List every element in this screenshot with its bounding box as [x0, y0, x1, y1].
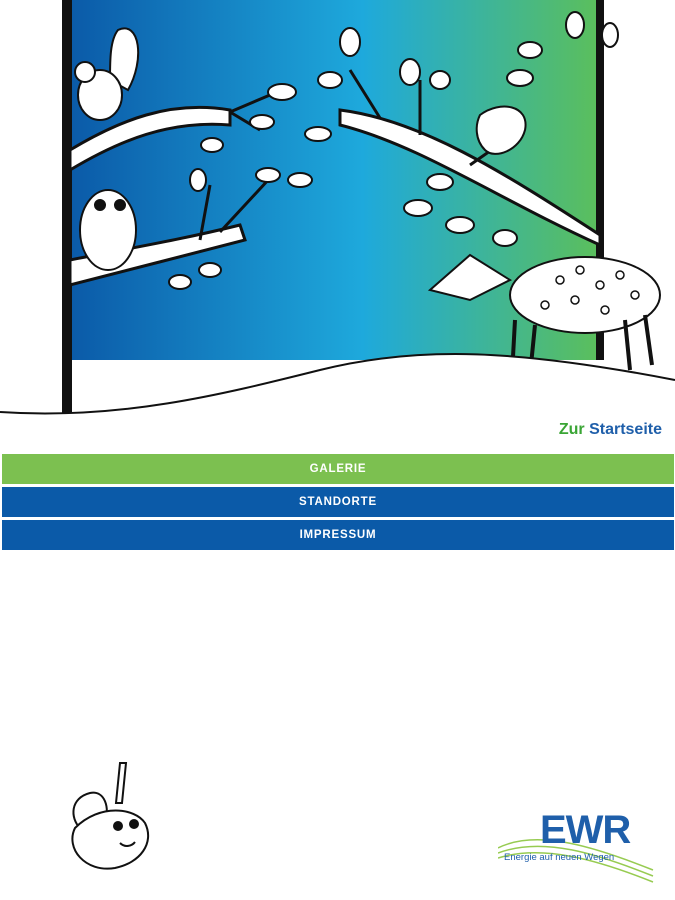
bunny-illustration [50, 758, 170, 883]
nav-button-galerie[interactable]: GALERIE [2, 454, 674, 484]
nav-button-standorte[interactable]: STANDORTE [2, 487, 674, 517]
logo-mark: EWR [540, 808, 631, 852]
bunny-icon [50, 758, 170, 883]
logo-tagline: Energie auf neuen Wegen [504, 852, 615, 863]
nav-button-impressum[interactable]: IMPRESSUM [2, 520, 674, 550]
hero-illustration [0, 0, 675, 430]
home-link-part1: Zur [558, 421, 585, 438]
ewr-logo [498, 808, 658, 886]
home-link[interactable] [559, 421, 662, 439]
owl-figure [80, 190, 136, 270]
forest-illustration [0, 0, 675, 430]
home-link-part2: Startseite [589, 421, 662, 438]
